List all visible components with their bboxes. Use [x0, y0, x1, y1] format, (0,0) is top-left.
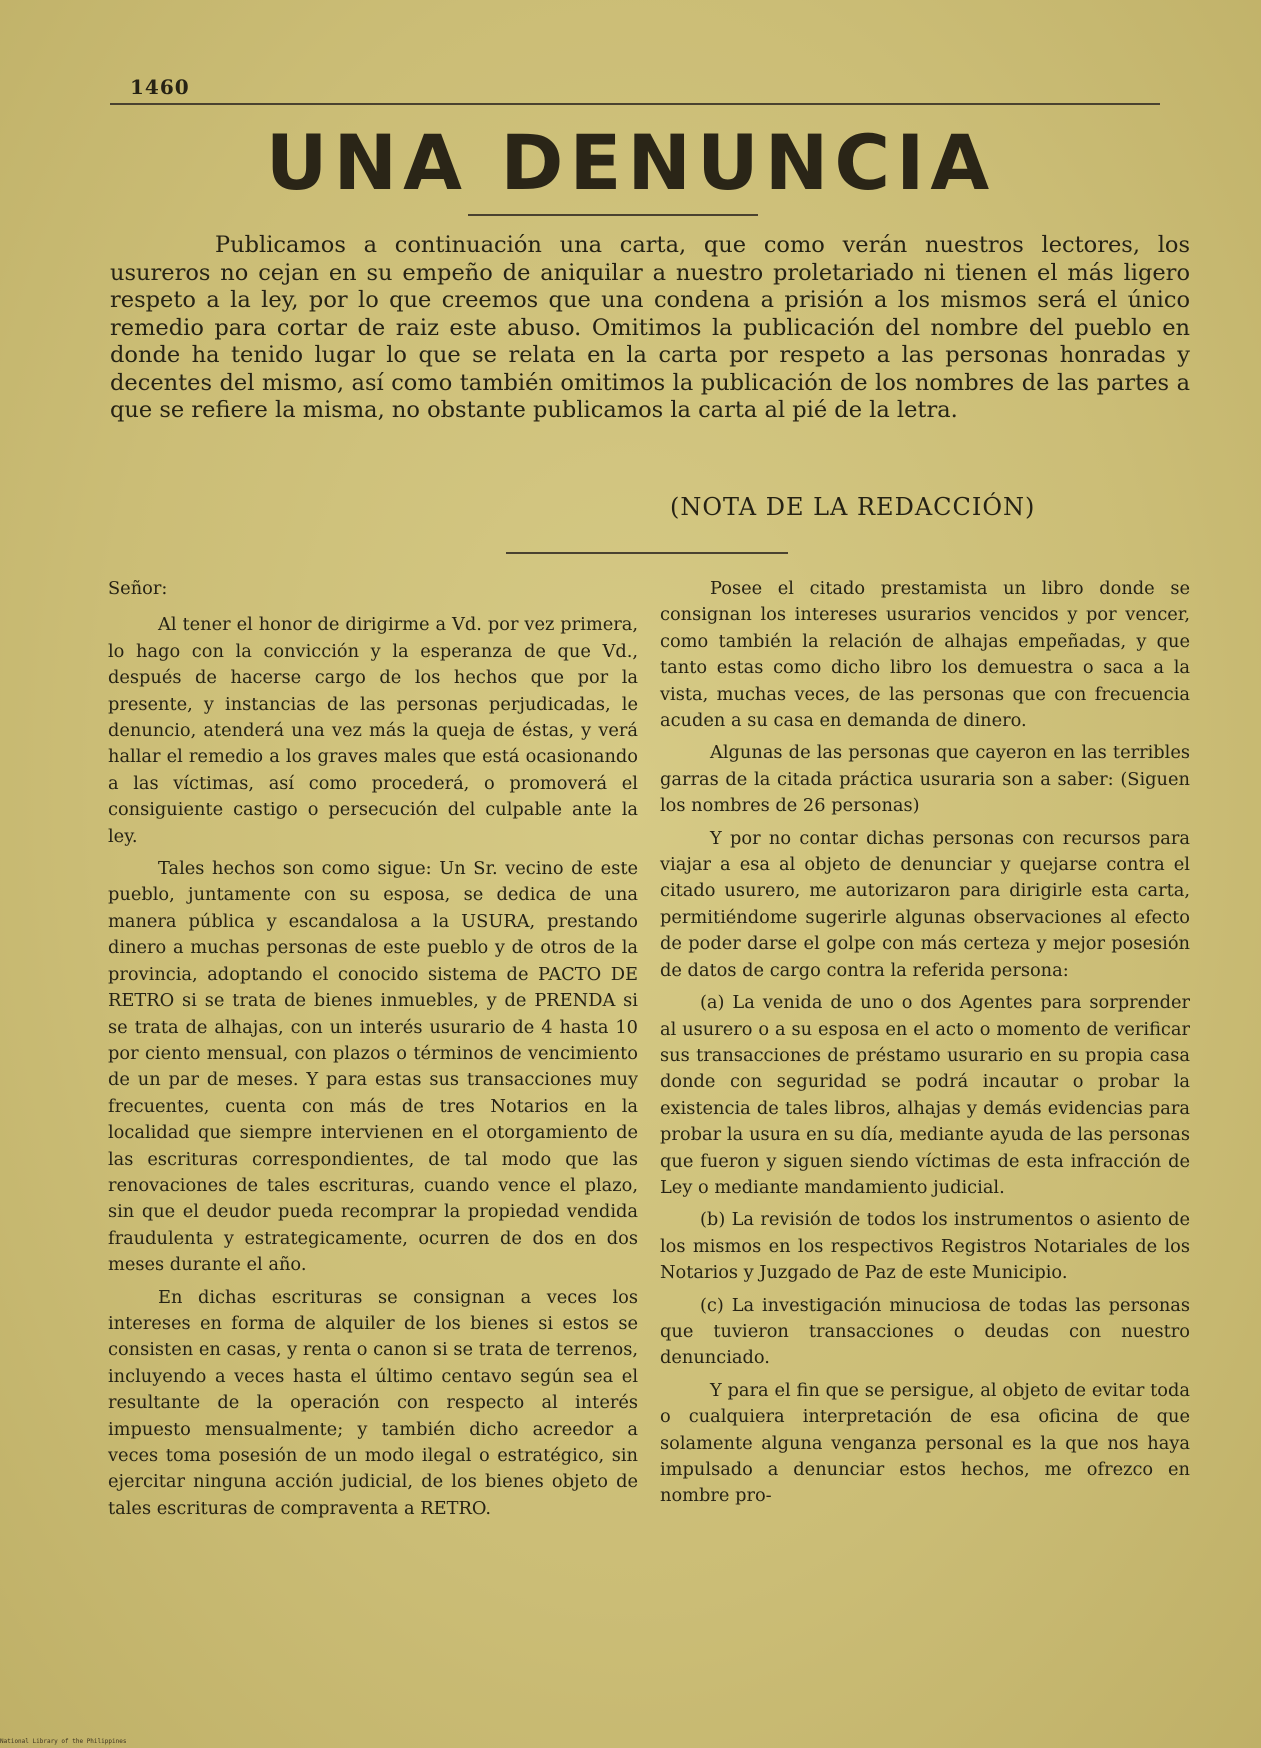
letter-paragraph: Al tener el honor de dirigirme a Vd. por vez primera, lo hago con la convicción y la esperanza de que Vd., después de hacerse cargo de los hechos que por la presente, y instancias de las personas perjudicadas, le denuncio, atenderá una vez más la queja de éstas, y verá hallar el remedio a los graves males que está ocasionando a las víctimas, así como procederá, o promoverá el consiguiente castigo o persecución del culpable ante la ley. — [108, 614, 638, 847]
header-rule — [110, 103, 1160, 105]
page-number: 1460 — [130, 75, 190, 99]
letter-item-c: (c) La investigación minuciosa de todas las personas que tuvieron transacciones o deudas con nuestro denunciado. — [660, 1294, 1190, 1369]
editorial-signature: (NOTA DE LA REDACCIÓN) — [670, 493, 1036, 521]
article-title: UNA DENUNCIA — [265, 118, 996, 207]
letter-left-column — [108, 576, 638, 1528]
letter-paragraph: Algunas de las personas que cayeron en las terribles garras de la citada práctica usuraria son a saber: (Siguen los nombres de 26 personas) — [660, 742, 1190, 817]
letter-right-column — [660, 576, 1190, 1516]
letter-paragraph: Y por no contar dichas personas con recursos para viajar a esa al objeto de denunciar y quejarse contra el citado usurero, me autorizaron para dirigirle esta carta, permitiéndome sugerirle algunas observaciones al efecto de poder darse el golpe con más certeza y mejor posesión de datos de cargo contra la referida persona: — [660, 827, 1190, 981]
letter-salutation: Señor: — [108, 578, 168, 599]
letter-paragraph: Y para el fin que se persigue, al objeto de evitar toda o cualquiera interpretación de esa oficina de que solamente alguna venganza personal es la que nos haya impulsado a denunciar estos hechos, me ofrezco en nombre pro- — [660, 1379, 1190, 1507]
letter-paragraph: En dichas escrituras se consignan a veces los intereses en forma de alquiler de los bienes si estos se consisten en casas, y renta o canon si se trata de terrenos, incluyendo a veces hasta el último centavo según sea el resultante de la operación con respecto al interés impuesto mensualmente; y también dicho acreedor a veces toma posesión de un modo ilegal o estratégico, sin ejercitar ninguna acción judicial, de los bienes objeto de tales escrituras de compraventa a RETRO. — [108, 1286, 639, 1519]
title-divider — [468, 214, 758, 216]
library-credit: National Library of the Philippines — [0, 1738, 127, 1745]
section-divider — [506, 552, 788, 554]
letter-paragraph: Tales hechos son como sigue: Un Sr. vecino de este pueblo, juntamente con su esposa, se dedica de una manera pública y escandalosa a la USURA, prestando dinero a muchas personas de este pueblo y de otros de la provincia, adoptando el conocido sistema de PACTO DE RETRO si se trata de bienes inmuebles, y de PRENDA si se trata de alhajas, con un interés usurario de 4 hasta 10 por ciento mensual, con plazos o términos de vencimiento de un par de meses. Y para estas sus transacciones muy frecuentes, cuenta con más de tres Notarios en la localidad que siempre intervienen en el otorgamiento de las escrituras correspondientes, de tal modo que las renovaciones de tales escrituras, cuando vence el plazo, sin que el deudor pueda recomprar la propiedad vendida fraudulenta y estrategicamente, ocurren de dos en dos meses durante el año. — [108, 858, 638, 1276]
letter-item-a: (a) La venida de uno o dos Agentes para sorprender al usurero o a su esposa en el acto o momento de verificar sus transacciones de préstamo usurario en su propia casa donde con seguridad se podrá incautar o probar la existencia de tales libros, alhajas y demás evidencias para probar la usura en su día, mediante ayuda de las personas que fueron y siguen siendo víctimas de esta infracción de Ley o mediante mandamiento judicial. — [660, 992, 1190, 1198]
editorial-note: Publicamos a continuación una carta, que como verán nuestros lectores, los usureros no cejan en su empeño de aniquilar a nuestro proletariado ni tienen el más ligero respeto a la ley, por lo que creemos que una condena a prisión a los mismos será el único remedio para cortar de raiz este abuso. Omitimos la publicación del nombre del pueblo en donde ha tenido lugar lo que se relata en la carta por respeto a las personas honradas y decentes del mismo, así como también omitimos la publicación de los nombres de las partes a que se refiere la misma, no obstante publicamos la carta al pié de la letra. — [110, 232, 1190, 423]
letter-paragraph: Posee el citado prestamista un libro donde se consignan los intereses usurarios vencidos y por vencer, como también la relación de alhajas empeñadas, y que tanto estas como dicho libro los demuestra o saca a la vista, muchas veces, de las personas que con frecuencia acuden a su casa en demanda de dinero. — [660, 578, 1190, 732]
letter-item-b: (b) La revisión de todos los instrumentos o asiento de los mismos en los respectivos Registros Notariales de los Notarios y Juzgado de Paz de este Municipio. — [660, 1209, 1190, 1284]
